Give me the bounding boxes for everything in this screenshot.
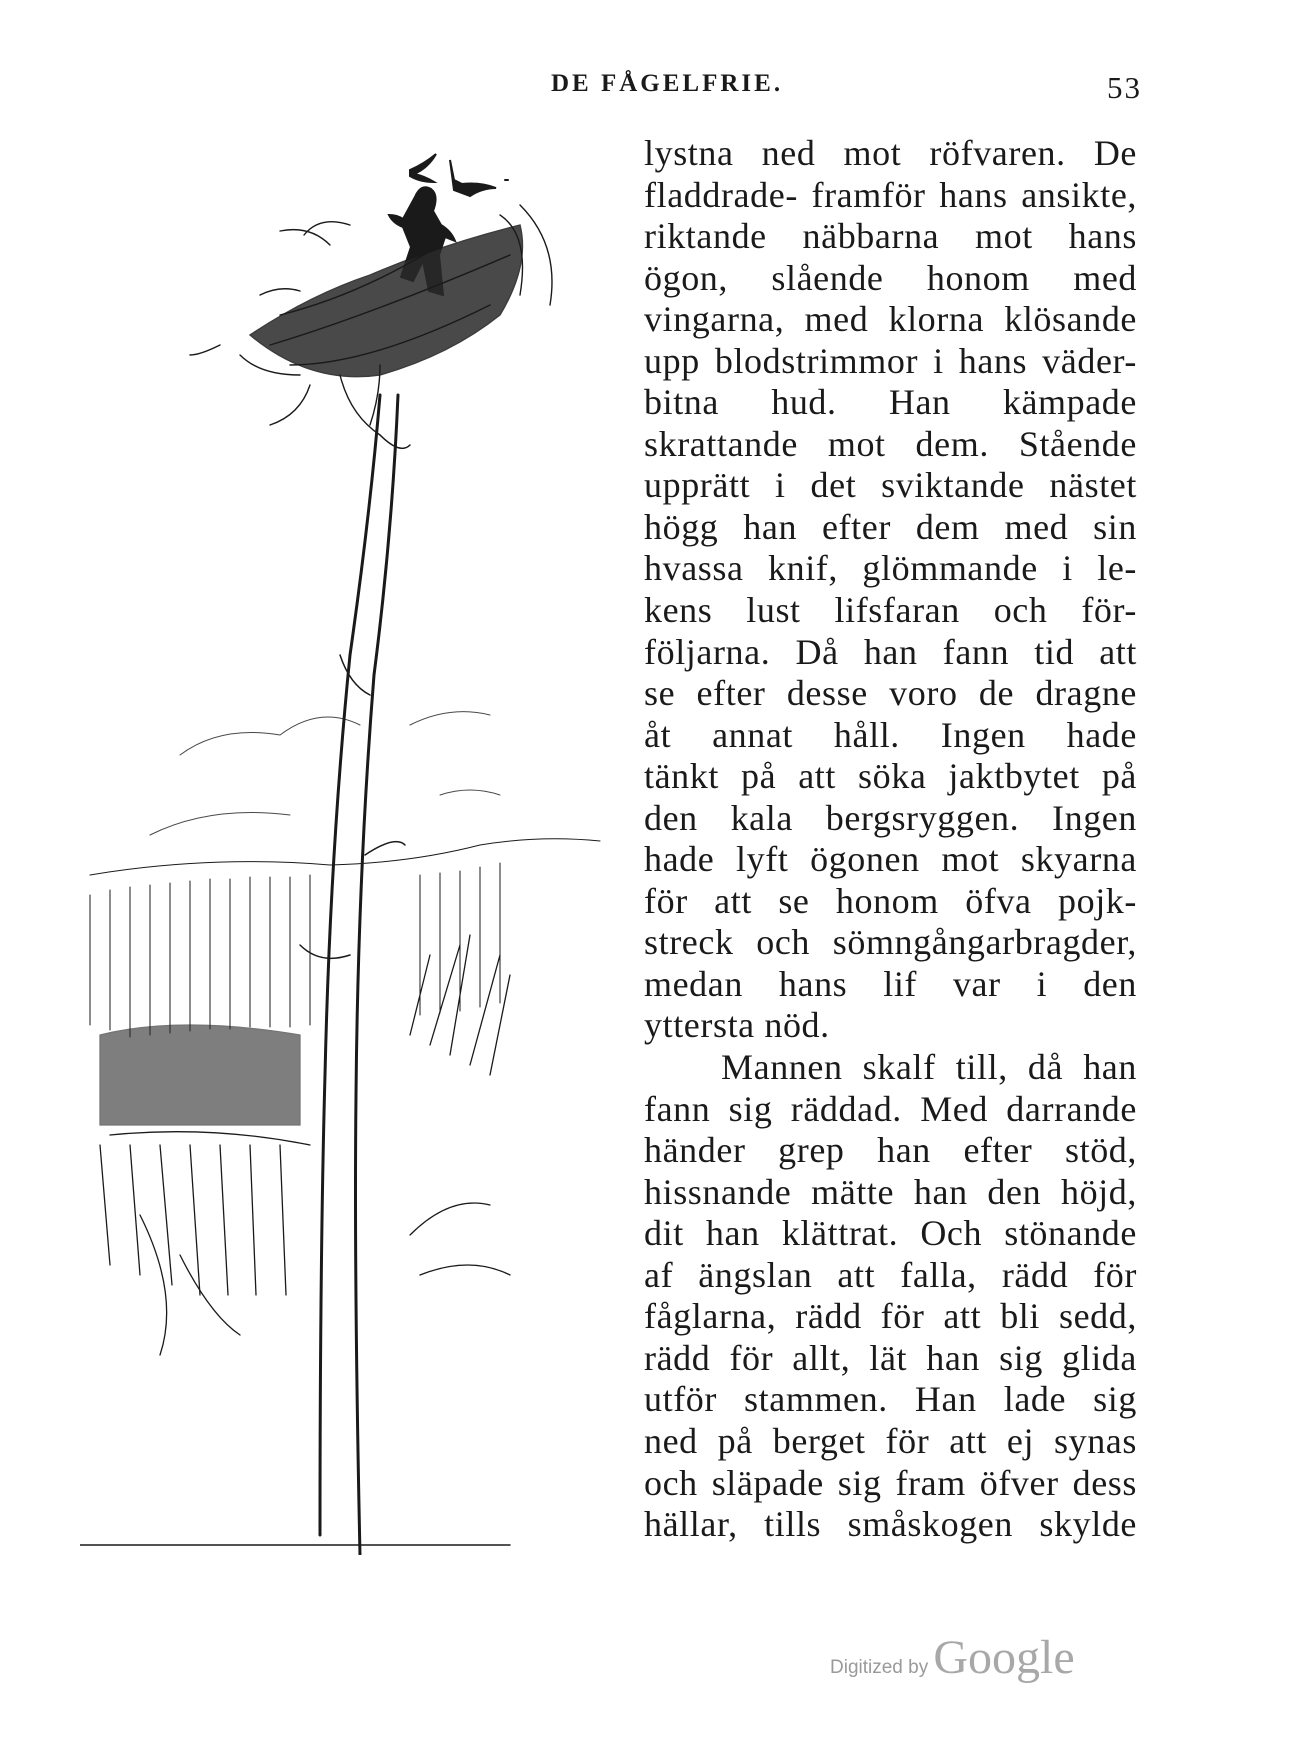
clouds: [150, 712, 500, 835]
text-line: hvassa knif, glömmande i le-: [644, 548, 1137, 589]
text-line: följarna. Då han fann tid att: [644, 631, 1137, 672]
text-line: för att se honom öfva pojk-: [644, 880, 1137, 921]
text-line: upp blodstrimmor i hans väder-: [644, 340, 1137, 381]
text-line: åt annat håll. Ingen hade: [644, 714, 1137, 755]
text-line: ögon, slående honom med: [644, 257, 1137, 298]
text-line: bitna hud. Han kämpade: [644, 382, 1137, 423]
text-line: tänkt på att söka jaktbytet på: [644, 756, 1137, 797]
text-line: skrattande mot dem. Stående: [644, 423, 1137, 464]
text-line: hällar, tills småskogen skylde: [644, 1504, 1137, 1545]
digitized-watermark: [830, 1630, 1075, 1690]
text-line: af ängslan att falla, rädd för: [644, 1254, 1137, 1295]
distant-hills: [90, 839, 600, 1037]
text-line: se efter desse voro de dragne: [644, 673, 1137, 714]
text-line: utför stammen. Han lade sig: [644, 1379, 1137, 1420]
text-line: den kala bergsryggen. Ingen: [644, 797, 1137, 838]
text-line: kens lust lifsfaran och för-: [644, 590, 1137, 631]
text-line: streck och sömngångarbragder,: [644, 922, 1137, 963]
text-line: hissnande mätte han den höjd,: [644, 1171, 1137, 1212]
text-line: riktande näbbarna mot hans: [644, 216, 1137, 257]
google-logo: Google: [933, 1631, 1075, 1684]
nest-foliage: [190, 205, 552, 435]
watermark-prefix: Digitized by: [830, 1657, 929, 1678]
text-line: yttersta nöd.: [644, 1005, 830, 1046]
running-head: [0, 70, 1300, 110]
text-line: och släpade sig fram öfver dess: [644, 1462, 1137, 1503]
foreground-bushes: [100, 935, 510, 1355]
text-line: upprätt i det sviktande nästet: [644, 465, 1137, 506]
text-line: dit han klättrat. Och stönande: [644, 1213, 1137, 1254]
text-line: vingarna, med klorna klösande: [644, 299, 1137, 340]
text-line: rädd för allt, lät han sig glida: [644, 1337, 1137, 1378]
text-line: händer grep han efter stöd,: [644, 1130, 1137, 1171]
text-line: lystna ned mot röfvaren. De: [644, 133, 1137, 173]
bird-icon: [450, 160, 496, 196]
text-line: fåglarna, rädd för att bli sedd,: [644, 1296, 1137, 1337]
text-line: fann sig räddad. Med darrande: [644, 1088, 1137, 1129]
text-line: medan hans lif var i den: [644, 963, 1137, 1004]
text-line: högg han efter dem med sin: [644, 506, 1137, 547]
tree-trunk: [320, 395, 380, 1535]
bird-icon: [410, 154, 436, 182]
running-title: DE FÅGELFRIE.: [551, 70, 784, 97]
text-line: Mannen skalf till, då han: [721, 1047, 1137, 1088]
pine-tree-nest-illustration-icon: [80, 135, 640, 1555]
text-line: hade lyft ögonen mot skyarna: [644, 839, 1137, 880]
body-text: [644, 133, 1137, 1546]
text-line: fladdrade- framför hans ansikte,: [644, 174, 1137, 215]
page-number: 53: [1107, 70, 1142, 105]
text-line: ned på berget för att ej synas: [644, 1420, 1137, 1461]
